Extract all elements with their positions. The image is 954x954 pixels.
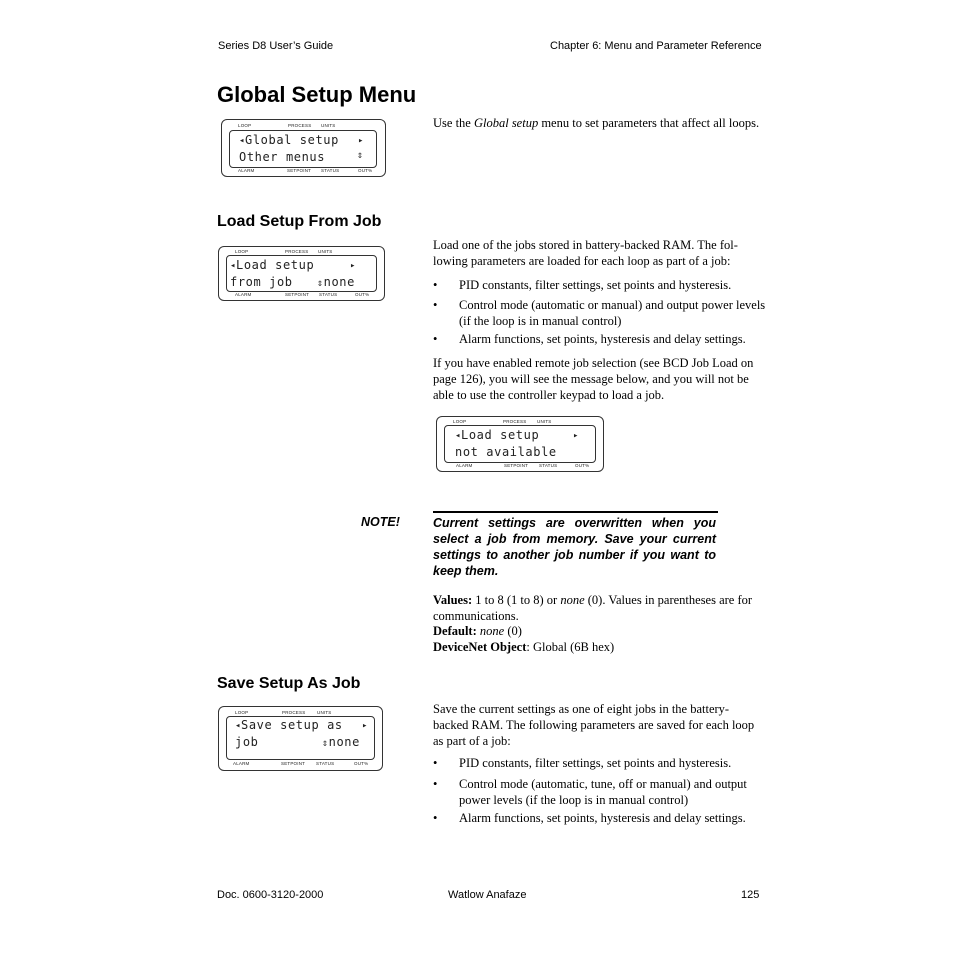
- triangle-left-icon: ◂: [230, 261, 237, 271]
- page-number: 125: [741, 889, 760, 901]
- lcd-label-units: UNITS: [537, 419, 552, 424]
- lcd-screen: [226, 716, 375, 760]
- lcd-screen: [226, 255, 377, 292]
- footer-center: Watlow Anafaze: [448, 889, 527, 901]
- triangle-left-icon: ◂: [239, 136, 246, 146]
- header-left: Series D8 User’s Guide: [218, 40, 334, 52]
- lcd-label-setpoint: SETPOINT: [285, 292, 310, 297]
- triangle-left-icon: ◂: [455, 431, 462, 441]
- lcd-label-alarm: ALARM: [233, 761, 250, 766]
- lcd-label-out: OUT%: [358, 168, 373, 173]
- lcd-display-not-available: [436, 416, 604, 472]
- section-heading-save-setup: Save Setup As Job: [217, 675, 361, 692]
- lcd-line-1: ◂Global setup: [239, 133, 339, 147]
- remote-job-text: If you have enabled remote job selection (see BCD Job Load on page 126), you will see the message below, and you will not be able to use the controller keypad to load a job.: [433, 356, 754, 402]
- lcd-line-2-value: ⇕none: [322, 735, 360, 749]
- lcd-screen: [229, 130, 377, 168]
- note-rule: [433, 511, 718, 513]
- lcd-line-2-value: ⇕none: [317, 275, 355, 289]
- lcd-label-units: UNITS: [321, 123, 336, 128]
- lcd-line-2: from job: [230, 275, 293, 289]
- triangle-right-icon: ▸: [358, 136, 365, 146]
- lcd-line-2: not available: [455, 445, 557, 459]
- lcd-label-loop: LOOP: [235, 710, 249, 715]
- lcd-display-save-setup: [218, 706, 383, 771]
- lcd-label-status: STATUS: [539, 463, 558, 468]
- lcd-line-1: ◂Save setup as: [235, 718, 343, 732]
- lcd-label-process: PROCESS: [282, 710, 306, 715]
- lcd-label-status: STATUS: [319, 292, 338, 297]
- note-text: Current settings are overwritten when you select a job from memory. Save your current settings to another job number if you want to keep them.: [433, 516, 716, 578]
- values-text: Values: 1 to 8 (1 to 8) or none (0). Values in parentheses are for communications.: [433, 593, 753, 623]
- lcd-label-units: UNITS: [318, 249, 333, 254]
- triangle-right-icon: ▸: [573, 431, 580, 441]
- triangle-left-icon: ◂: [235, 721, 242, 731]
- lcd-line-2: job: [235, 735, 259, 749]
- up-down-arrow-icon: ⇕: [322, 738, 329, 749]
- global-intro: Use the Global setup menu to set parameters that affect all loops.: [433, 116, 760, 130]
- lcd-line-2: Other menus: [239, 150, 326, 164]
- lcd-label-alarm: ALARM: [235, 292, 252, 297]
- note-label: NOTE!: [361, 515, 400, 529]
- load-intro: Load one of the jobs stored in battery-backed RAM. The fol-lowing parameters are loaded for each loop as part of a job:: [433, 238, 738, 268]
- lcd-screen: [444, 425, 596, 463]
- devicenet-text: DeviceNet Object: Global (6B hex): [433, 640, 615, 654]
- lcd-label-alarm: ALARM: [456, 463, 473, 468]
- lcd-label-process: PROCESS: [288, 123, 312, 128]
- triangle-right-icon: ▸: [350, 261, 357, 271]
- lcd-label-alarm: ALARM: [238, 168, 255, 173]
- lcd-label-units: UNITS: [317, 710, 332, 715]
- lcd-label-setpoint: SETPOINT: [287, 168, 312, 173]
- lcd-label-loop: LOOP: [238, 123, 252, 128]
- lcd-display-load-setup: [218, 246, 385, 301]
- triangle-right-icon: ▸: [362, 721, 369, 731]
- up-down-arrow-icon: ⇕: [357, 150, 364, 161]
- lcd-label-out: OUT%: [354, 761, 369, 766]
- up-down-arrow-icon: ⇕: [317, 278, 324, 289]
- lcd-label-status: STATUS: [316, 761, 335, 766]
- page-title: Global Setup Menu: [217, 82, 417, 107]
- lcd-label-process: PROCESS: [285, 249, 309, 254]
- section-heading-load-setup: Load Setup From Job: [217, 213, 382, 230]
- lcd-label-out: OUT%: [575, 463, 590, 468]
- save-intro: Save the current settings as one of eight jobs in the battery-backed RAM. The following parameters are saved for each loop as part of a job:: [433, 702, 755, 748]
- default-text: Default: none (0): [433, 624, 522, 638]
- lcd-label-status: STATUS: [321, 168, 340, 173]
- lcd-label-setpoint: SETPOINT: [504, 463, 529, 468]
- lcd-label-setpoint: SETPOINT: [281, 761, 306, 766]
- lcd-label-loop: LOOP: [453, 419, 467, 424]
- lcd-label-out: OUT%: [355, 292, 370, 297]
- footer-left: Doc. 0600-3120-2000: [217, 889, 324, 901]
- lcd-line-1: ◂Load setup: [230, 258, 315, 272]
- lcd-display-global-setup: [221, 119, 386, 177]
- lcd-label-process: PROCESS: [503, 419, 527, 424]
- lcd-label-loop: LOOP: [235, 249, 249, 254]
- header-right: Chapter 6: Menu and Parameter Reference: [550, 40, 762, 52]
- lcd-line-1: ◂Load setup: [455, 428, 540, 442]
